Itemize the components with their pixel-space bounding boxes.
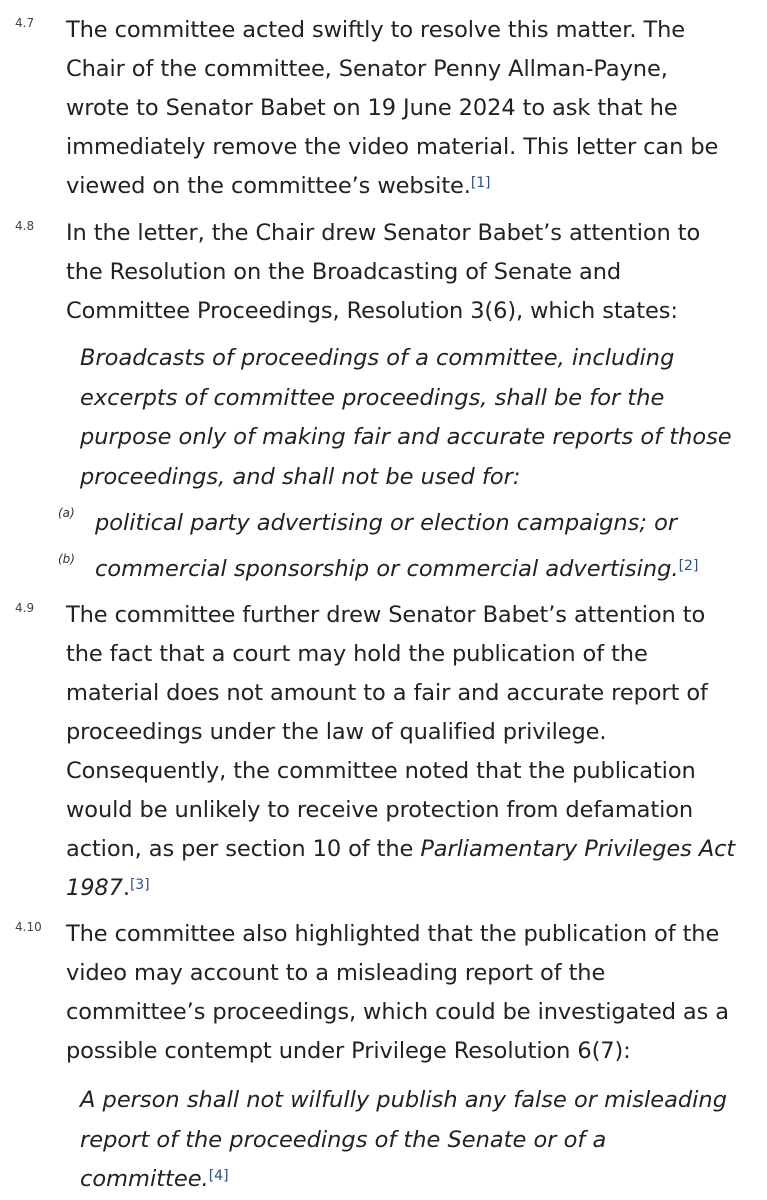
list-marker: (a) [58, 506, 75, 520]
list-item-a [58, 504, 747, 543]
paragraph-number: 4.10 [15, 920, 42, 934]
act-title: Parliamentary Privileges Act 1987 [66, 836, 736, 901]
block-quote-resolution: Broadcasts of proceedings of a committee, including excerpts of committee proceedings, shall be for the purpose only of making fair and accurate reports of those proceedings, and shall not be used for: [80, 345, 732, 490]
paragraph-4-8 [0, 214, 767, 331]
paragraph-text: The committee also highlighted that the publication of the video may account to a misleading report of the committee’s proceedings, which could be investigated as a possible contempt under Privilege Resolution 6(7): [66, 921, 729, 1064]
paragraph-body: The committee acted swiftly to resolve this matter. The Chair of the committee, Senator Penny Allman-Payne, wrote to Senator Babet on 19 June 2024 to ask that he immediately remove the video material. This letter can be viewed on the committee’s website. [66, 17, 719, 199]
paragraph-number: 4.8 [15, 219, 35, 233]
list-item-text: commercial sponsorship or commercial advertising. [95, 556, 679, 582]
paragraph-text [66, 11, 737, 206]
paragraph-4-9 [0, 596, 767, 908]
paragraph-body: The committee further drew Senator Babet’s attention to the fact that a court may hold the publication of the material does not amount to a fair and accurate report of proceedings under the law of qualified privilege. Consequently, the committee noted that the publication would be unlikely to receive protection from defamation action, as per section 10 of the [66, 602, 708, 862]
footnote-link-1[interactable]: [1] [470, 175, 491, 191]
paragraph-text: In the letter, the Chair drew Senator Babet’s attention to the Resolution on the Broadcasting of Senate and Committee Proceedings, Resolution 3(6), which states: [66, 220, 701, 324]
list-item-b [58, 550, 747, 589]
paragraph-number: 4.7 [15, 16, 35, 30]
paragraph-number: 4.9 [15, 601, 35, 615]
footnote-link-2[interactable]: [2] [678, 558, 699, 574]
block-quote-privilege-resolution [80, 1081, 737, 1200]
paragraph-4-10 [0, 915, 767, 1071]
list-marker: (b) [58, 552, 75, 566]
paragraph-4-7 [0, 11, 767, 206]
quote-text: A person shall not wilfully publish any false or misleading report of the proceedings of the Senate or of a committee. [80, 1087, 727, 1192]
list-item-text: political party advertising or election campaigns; or [95, 510, 678, 536]
sentence-end: . [122, 875, 130, 901]
paragraph-text [66, 596, 737, 908]
footnote-link-3[interactable]: [3] [129, 877, 150, 893]
footnote-link-4[interactable]: [4] [208, 1168, 229, 1184]
